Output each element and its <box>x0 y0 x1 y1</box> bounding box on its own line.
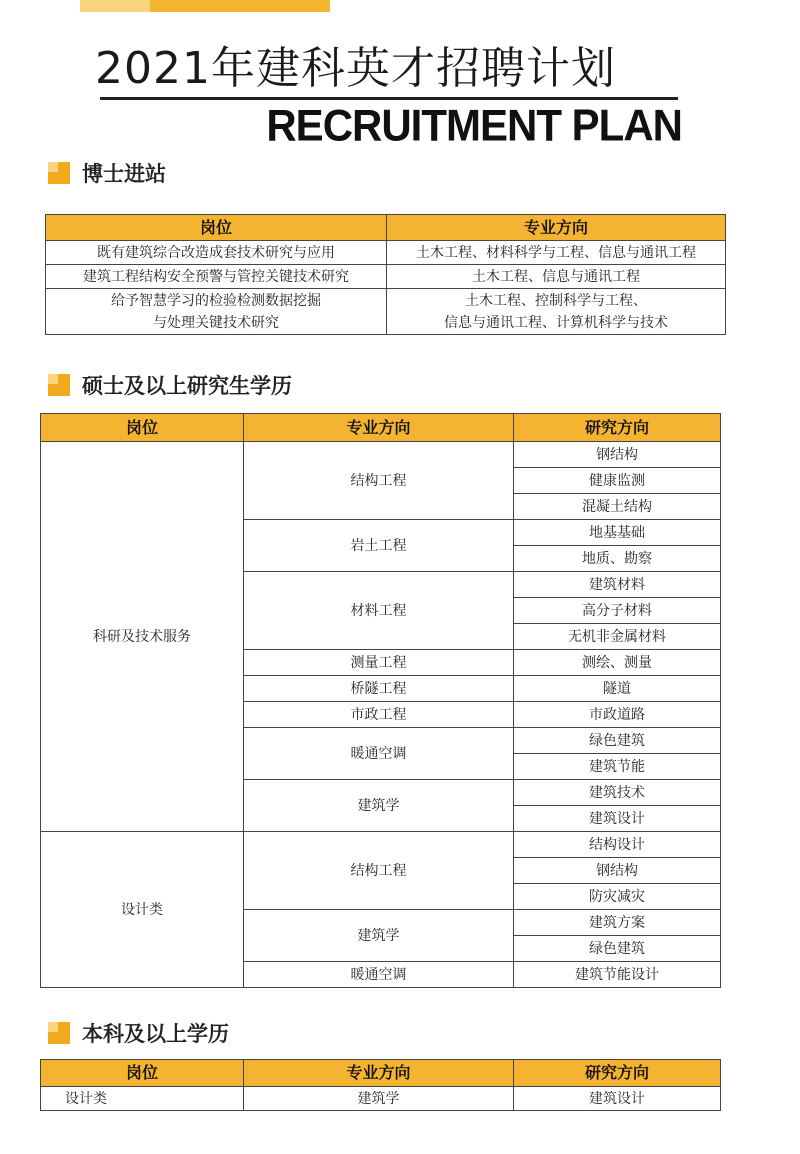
major-cell: 建筑学 <box>244 780 514 832</box>
research-cell: 地基基础 <box>514 520 721 546</box>
header-cell: 岗位 <box>41 1060 244 1087</box>
header-cell: 研究方向 <box>514 414 721 442</box>
major-cell: 建筑学 <box>244 1087 514 1111</box>
position-cell: 设计类 <box>41 832 244 988</box>
square-bullet-icon <box>48 1022 70 1044</box>
square-bullet-icon <box>48 162 70 184</box>
page-title: 2021年建科英才招聘计划 <box>95 43 616 94</box>
research-cell: 混凝土结构 <box>514 494 721 520</box>
major-line: 信息与通讯工程、计算机科学与技术 <box>444 314 668 331</box>
major-cell: 结构工程 <box>244 442 514 520</box>
table-header-row <box>41 1060 721 1087</box>
major-cell: 市政工程 <box>244 702 514 728</box>
major-cell: 材料工程 <box>244 572 514 650</box>
table-row <box>46 241 726 265</box>
research-cell: 结构设计 <box>514 832 721 858</box>
major-cell: 建筑学 <box>244 910 514 962</box>
research-cell: 建筑设计 <box>514 1087 721 1111</box>
section-title: 博士进站 <box>82 162 166 186</box>
research-cell: 绿色建筑 <box>514 936 721 962</box>
section-title: 本科及以上学历 <box>82 1022 229 1046</box>
research-cell: 地质、勘察 <box>514 546 721 572</box>
table-row <box>41 1087 721 1111</box>
header-cell: 岗位 <box>46 215 387 241</box>
major-cell: 结构工程 <box>244 832 514 910</box>
research-cell: 绿色建筑 <box>514 728 721 754</box>
research-cell: 健康监测 <box>514 468 721 494</box>
table-header-row <box>41 414 721 442</box>
header-cell: 专业方向 <box>387 215 726 241</box>
header-cell: 岗位 <box>41 414 244 442</box>
major-cell: 土木工程、信息与通讯工程 <box>387 265 726 289</box>
research-cell: 建筑技术 <box>514 780 721 806</box>
research-cell: 建筑节能设计 <box>514 962 721 988</box>
major-cell: 测量工程 <box>244 650 514 676</box>
position-cell: 科研及技术服务 <box>41 442 244 832</box>
position-cell: 设计类 <box>41 1087 244 1111</box>
major-cell: 桥隧工程 <box>244 676 514 702</box>
top-accent-bar <box>80 0 330 12</box>
section-heading-doctoral <box>48 158 166 188</box>
doctoral-table <box>45 214 726 335</box>
square-bullet-icon <box>48 374 70 396</box>
research-cell: 钢结构 <box>514 442 721 468</box>
table-header-row <box>46 215 726 241</box>
research-cell: 市政道路 <box>514 702 721 728</box>
major-cell <box>387 289 726 335</box>
section-heading-bachelor <box>48 1018 229 1048</box>
research-cell: 测绘、测量 <box>514 650 721 676</box>
bachelor-table <box>40 1059 721 1111</box>
header-cell: 研究方向 <box>514 1060 721 1087</box>
table-row <box>46 265 726 289</box>
major-line: 土木工程、控制科学与工程、 <box>465 292 647 309</box>
research-cell: 建筑材料 <box>514 572 721 598</box>
research-cell: 高分子材料 <box>514 598 721 624</box>
section-title: 硕士及以上研究生学历 <box>82 374 292 398</box>
major-cell: 暖通空调 <box>244 728 514 780</box>
research-cell: 隧道 <box>514 676 721 702</box>
title-divider <box>100 97 678 100</box>
research-cell: 建筑设计 <box>514 806 721 832</box>
major-cell: 岩土工程 <box>244 520 514 572</box>
page-subtitle: RECRUITMENT PLAN <box>266 100 682 151</box>
masters-table <box>40 413 721 988</box>
position-cell: 建筑工程结构安全预警与管控关键技术研究 <box>46 265 387 289</box>
header-cell: 专业方向 <box>244 1060 514 1087</box>
position-line: 给予智慧学习的检验检测数据挖掘 <box>111 292 321 309</box>
major-cell: 土木工程、材料科学与工程、信息与通讯工程 <box>387 241 726 265</box>
position-cell: 既有建筑综合改造成套技术研究与应用 <box>46 241 387 265</box>
header-cell: 专业方向 <box>244 414 514 442</box>
research-cell: 建筑方案 <box>514 910 721 936</box>
major-cell: 暖通空调 <box>244 962 514 988</box>
table-row <box>46 289 726 335</box>
research-cell: 建筑节能 <box>514 754 721 780</box>
research-cell: 无机非金属材料 <box>514 624 721 650</box>
research-cell: 钢结构 <box>514 858 721 884</box>
position-line: 与处理关键技术研究 <box>153 314 279 331</box>
section-heading-masters <box>48 370 292 400</box>
position-cell <box>46 289 387 335</box>
table-row <box>41 832 721 858</box>
research-cell: 防灾减灾 <box>514 884 721 910</box>
table-row <box>41 442 721 468</box>
